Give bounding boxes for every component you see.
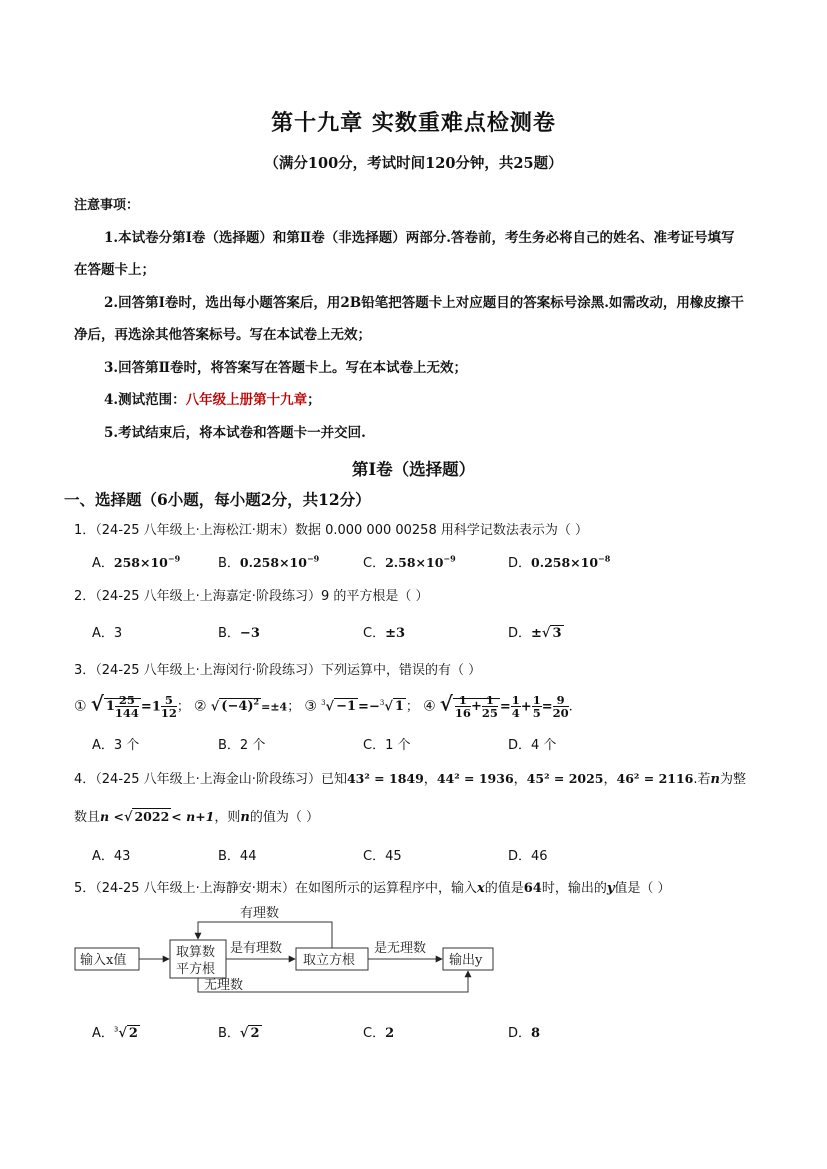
section-title: 第Ⅰ卷（选择题） xyxy=(351,460,476,479)
den: 25 xyxy=(481,706,498,721)
e1-radicand xyxy=(104,693,141,721)
flow-label-irrational: 无理数 xyxy=(204,978,244,993)
radicand: 3 xyxy=(552,626,562,641)
q5-option-b[interactable] xyxy=(218,1022,262,1041)
q4-prefix: 4．（24-25 八年级上·上海金山·阶段练习）已知 xyxy=(74,772,347,787)
num: 5 xyxy=(161,694,177,707)
q4-option-c[interactable] xyxy=(363,845,402,864)
q1-stem: 1．（24-25 八年级上·上海松江·期末）数据 0.000 000 00258 用科学记数法表示为（ ） xyxy=(74,523,588,538)
option-value: 3 xyxy=(113,626,123,641)
option-value: 2 个 xyxy=(239,738,266,753)
q4-stem-line-1 xyxy=(74,768,746,787)
flow-label-is-irrational: 是无理数 xyxy=(374,941,427,956)
sep: ， xyxy=(423,772,437,787)
option-value: 43 xyxy=(113,849,131,864)
q5-mid2: 时，输出的 xyxy=(541,881,607,896)
option-label: C． xyxy=(363,626,386,641)
q2-option-c[interactable] xyxy=(363,622,405,641)
q3-stem: 3．（24-25 八年级上·上海闵行·阶段练习）下列运算中，错误的有（ ） xyxy=(74,663,482,678)
option-label: C． xyxy=(363,849,386,864)
num: 1 xyxy=(482,694,498,707)
flow-label-rational-loop: 有理数 xyxy=(240,906,280,921)
marker-4: ④ xyxy=(423,698,436,715)
option-value: 0.258×10 xyxy=(239,555,307,570)
option-exp: −9 xyxy=(306,553,320,564)
radicand: 2 xyxy=(128,1026,138,1041)
q4-option-b[interactable] xyxy=(218,845,256,864)
q5-option-a[interactable] xyxy=(92,1022,140,1041)
q1-option-c[interactable] xyxy=(363,552,456,571)
eq: = xyxy=(499,699,511,715)
sqrt-icon: √ xyxy=(439,691,453,716)
var-x: x xyxy=(476,881,485,896)
e4-frac-3 xyxy=(511,694,521,719)
option-value: −3 xyxy=(239,626,260,641)
q4-fact-3: 45² = 2025 xyxy=(526,771,604,786)
sep: ； xyxy=(287,699,301,715)
q1-option-a[interactable] xyxy=(92,552,180,571)
option-value: ± xyxy=(531,626,542,641)
option-label: A． xyxy=(92,738,114,753)
note-4 xyxy=(104,388,321,408)
option-label: A． xyxy=(92,556,114,571)
q4-tail: 为整 xyxy=(719,772,746,787)
q4-l2-suffix: 的值为（ ） xyxy=(249,810,319,825)
den: 144 xyxy=(114,706,139,721)
notes-heading: 注意事项： xyxy=(74,198,140,213)
cbrt-icon: √ xyxy=(325,699,335,715)
e3-eq: =− xyxy=(358,699,380,715)
e4-frac-4 xyxy=(532,694,542,719)
note-4-suffix: ； xyxy=(307,392,321,408)
option-value: 2.58×10 xyxy=(385,555,444,570)
q3-option-d[interactable] xyxy=(508,734,556,753)
note-2-line-1: 2.回答第Ⅰ卷时，选出每小题答案后，用2B铅笔把答题卡上对应题目的答案标号涂黑.如需改动，用橡皮擦干 xyxy=(104,295,744,311)
q4-mid: .若 xyxy=(693,772,711,787)
e4-frac-1 xyxy=(455,694,471,719)
option-label: D． xyxy=(508,738,532,753)
e4-radicand xyxy=(453,693,500,721)
note-5: 5.考试结束后，将本试卷和答题卡一并交回. xyxy=(104,425,366,441)
option-value: 258×10 xyxy=(113,555,168,570)
option-value: 8 xyxy=(531,1026,541,1041)
q5-flowchart xyxy=(70,900,500,1005)
root-index: 3 xyxy=(113,1025,119,1034)
sep: ， xyxy=(603,772,617,787)
e1-rhs-frac xyxy=(161,694,177,719)
num: 1 xyxy=(532,693,541,708)
q5-prefix: 5．（24-25 八年级上·上海静安·期末）在如图所示的运算程序中，输入 xyxy=(74,881,477,896)
e1-eq: =1 xyxy=(140,699,161,715)
sqrt-icon: √ xyxy=(90,691,104,716)
ineq-radicand: 2022 xyxy=(134,809,170,824)
sep: ； xyxy=(176,699,190,715)
e1-int: 1 xyxy=(105,699,115,715)
option-exp: −9 xyxy=(167,553,181,564)
marker-2: ② xyxy=(194,698,207,715)
den: 4 xyxy=(511,706,520,721)
option-value: 46 xyxy=(531,849,548,864)
option-label: A． xyxy=(92,849,114,864)
option-label: C． xyxy=(363,1026,386,1041)
option-label: D． xyxy=(508,1026,532,1041)
den: 12 xyxy=(160,706,177,721)
q2-stem: 2．（24-25 八年级上·上海嘉定·阶段练习）9 的平方根是（ ） xyxy=(74,589,429,604)
sqrt-icon: √ xyxy=(123,810,133,825)
option-label: D． xyxy=(508,849,532,864)
ineq-right: < n+1 xyxy=(171,809,215,824)
flow-step1-line1: 取算数 xyxy=(176,945,216,960)
den: 16 xyxy=(454,706,471,721)
q4-fact-4: 46² = 2116 xyxy=(616,771,694,786)
q3-option-c[interactable] xyxy=(363,734,410,753)
page-title: 第十九章 实数重难点检测卷 xyxy=(271,110,556,136)
num: 1 xyxy=(455,694,471,707)
option-label: D． xyxy=(508,556,532,571)
plus: + xyxy=(470,699,482,715)
option-label: A． xyxy=(92,626,114,641)
num: 9 xyxy=(553,694,569,707)
sqrt-icon: √ xyxy=(210,699,220,715)
note-2-line-2: 净后，再选涂其他答案标号。写在本试卷上无效； xyxy=(74,327,371,343)
q5-suffix: 值是（ ） xyxy=(614,881,671,896)
sqrt-icon: √ xyxy=(239,1026,249,1041)
option-value: 2 xyxy=(385,1026,395,1041)
e3-index: 3 xyxy=(321,699,326,707)
q5-option-d[interactable] xyxy=(508,1022,540,1041)
q3-expressions xyxy=(74,690,573,719)
note-4-scope: 八年级上册第十九章 xyxy=(185,392,308,408)
e3-radicand: −1 xyxy=(336,699,357,715)
radicand: 2 xyxy=(250,1026,260,1041)
var-n: n xyxy=(710,772,720,787)
option-label: B． xyxy=(218,849,240,864)
note-3: 3.回答第Ⅱ卷时，将答案写在答题卡上。写在本试卷上无效； xyxy=(104,360,467,376)
page-subtitle: （满分100分，考试时间120分钟，共25题） xyxy=(264,155,563,172)
e3-index2: 3 xyxy=(379,699,385,707)
sqrt-icon: √ xyxy=(541,626,551,641)
note-1-line-2: 在答题卡上； xyxy=(74,262,155,278)
option-label: B． xyxy=(218,738,240,753)
e2-rhs: =±4 xyxy=(261,700,288,714)
q4-fact-2: 44² = 1936 xyxy=(436,771,514,786)
marker-1: ① xyxy=(74,698,87,715)
sep: ， xyxy=(513,772,527,787)
q5-mid1: 的值是 xyxy=(484,881,524,896)
q1-option-b[interactable] xyxy=(218,552,319,571)
e4-frac-2 xyxy=(482,694,498,719)
ineq-left: n < xyxy=(100,809,124,824)
sep: ； xyxy=(405,699,419,715)
q5-input-value: 64 xyxy=(523,881,542,896)
option-value: 4 个 xyxy=(531,738,557,753)
num: 1 xyxy=(511,693,520,708)
option-value: 1 个 xyxy=(385,738,411,753)
q2-option-b[interactable] xyxy=(218,622,260,641)
option-exp: −9 xyxy=(443,553,456,564)
q4-l2-prefix: 数且 xyxy=(74,810,101,825)
option-label: D． xyxy=(508,626,532,641)
e2-exp: 2 xyxy=(253,697,260,707)
q4-l2-mid: ，则 xyxy=(214,810,241,825)
cbrt-icon: √ xyxy=(118,1026,127,1041)
q2-option-a[interactable] xyxy=(92,622,122,641)
num: 25 xyxy=(115,694,139,707)
flow-step2-text: 取立方根 xyxy=(303,953,356,968)
q4-fact-1: 43² = 1849 xyxy=(346,771,424,786)
option-label: B． xyxy=(218,1026,240,1041)
den: 5 xyxy=(532,706,541,721)
q5-stem xyxy=(74,877,671,896)
option-exp: −8 xyxy=(598,553,611,564)
end: . xyxy=(568,699,573,715)
option-label: B． xyxy=(218,626,240,641)
e1-frac xyxy=(115,694,139,719)
den: 20 xyxy=(552,706,569,721)
q1-option-d[interactable] xyxy=(508,552,610,571)
flow-step1-line2: 平方根 xyxy=(176,962,216,977)
q4-option-a[interactable] xyxy=(92,845,130,864)
option-value: 44 xyxy=(239,849,257,864)
option-value: 3 个 xyxy=(113,738,140,753)
flow-label-is-rational: 是有理数 xyxy=(230,941,283,956)
option-value: ±3 xyxy=(385,626,406,641)
e2-radicand xyxy=(219,698,261,714)
plus: + xyxy=(520,699,532,715)
note-1-line-1: 1.本试卷分第Ⅰ卷（选择题）和第Ⅱ卷（非选择题）两部分.答卷前，考生务必将自己的姓名、准考证号填写 xyxy=(104,230,735,246)
flow-output-text: 输出y xyxy=(449,953,483,968)
option-label: C． xyxy=(363,738,386,753)
var-n: n xyxy=(240,810,250,825)
e2-base: (−4) xyxy=(221,699,254,715)
option-label: B． xyxy=(218,556,240,571)
e4-frac-5 xyxy=(553,694,569,719)
part-title: 一、选择题（6小题，每小题2分，共12分） xyxy=(64,490,371,509)
q4-stem-line-2 xyxy=(74,806,319,825)
q3-option-b[interactable] xyxy=(218,734,265,753)
var-y: y xyxy=(606,881,615,896)
marker-3: ③ xyxy=(304,698,317,715)
option-value: 45 xyxy=(385,849,402,864)
flow-input-text: 输入x值 xyxy=(80,953,127,968)
q3-option-a[interactable] xyxy=(92,734,139,753)
e3-radicand2: 1 xyxy=(394,699,404,715)
option-value: 0.258×10 xyxy=(531,555,599,570)
q5-option-c[interactable] xyxy=(363,1022,394,1041)
cbrt-icon: √ xyxy=(384,699,393,715)
option-label: C． xyxy=(363,556,386,571)
eq: = xyxy=(541,699,553,715)
option-label: A． xyxy=(92,1026,114,1041)
q2-option-d[interactable] xyxy=(508,622,564,641)
note-4-prefix: 4.测试范围： xyxy=(104,392,186,408)
q4-option-d[interactable] xyxy=(508,845,548,864)
